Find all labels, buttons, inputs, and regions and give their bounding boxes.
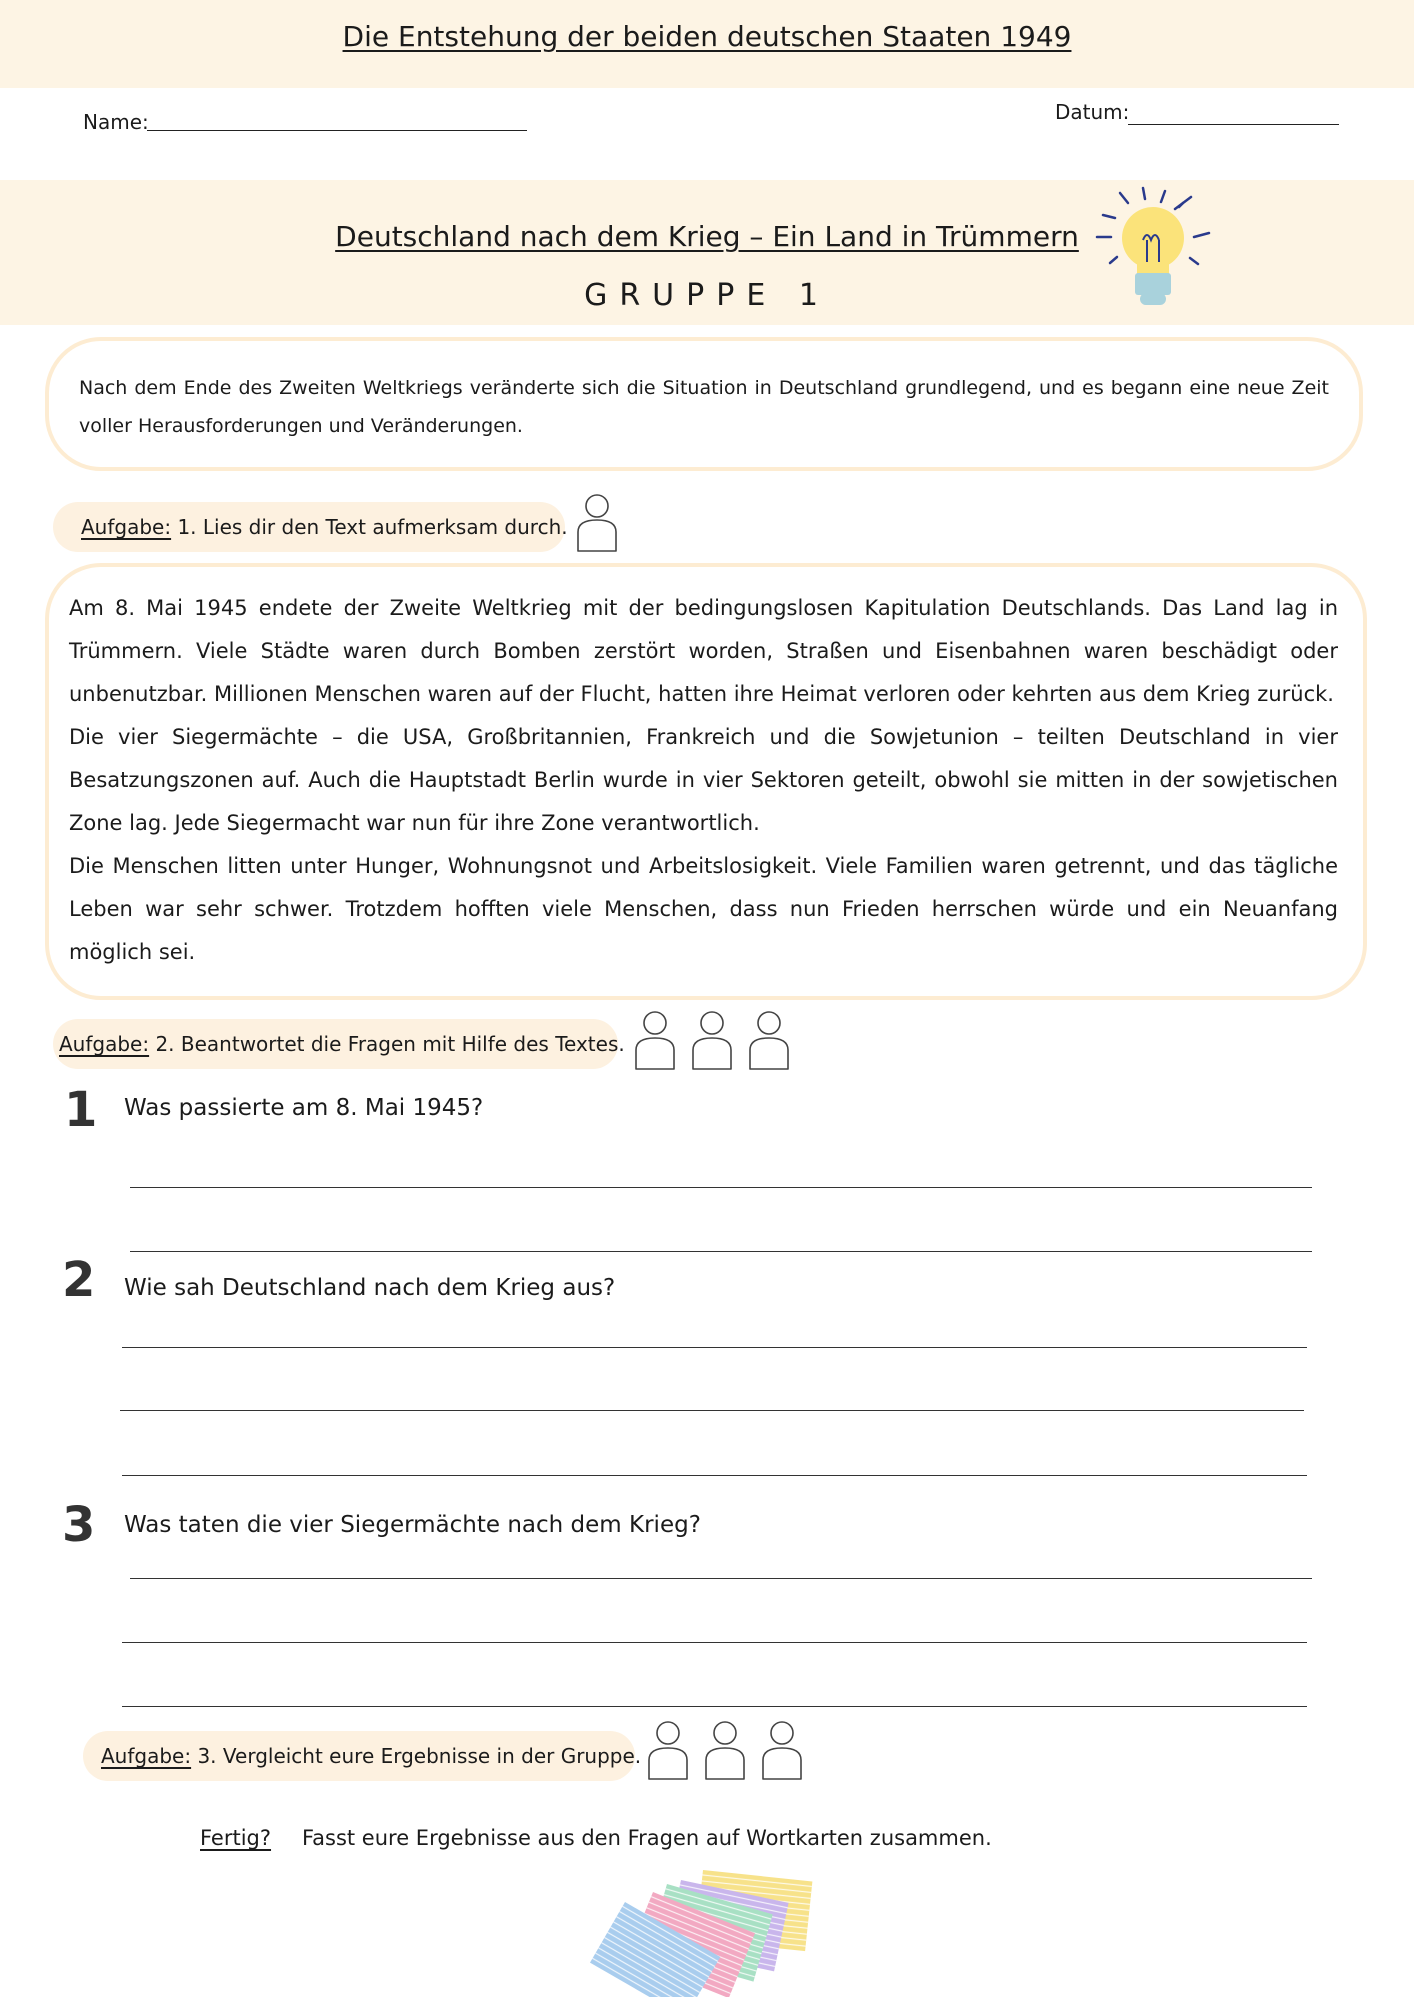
task-2-label: Aufgabe:: [59, 1032, 150, 1056]
task-2-text: 2. Beantwortet die Fragen mit Hilfe des Textes.: [149, 1032, 625, 1056]
lightbulb-icon: [1095, 185, 1215, 320]
task-3-pill: [83, 1731, 642, 1781]
question-number-1: 1: [64, 1082, 98, 1138]
section-title: Deutschland nach dem Krieg – Ein Land in Trümmern: [335, 220, 1079, 253]
answer-line-1a[interactable]: [130, 1187, 1312, 1188]
question-text-2: Wie sah Deutschland nach dem Krieg aus?: [124, 1275, 616, 1301]
date-field[interactable]: [1128, 124, 1339, 125]
question-text-1: Was passierte am 8. Mai 1945?: [124, 1095, 484, 1121]
page-title: Die Entstehung der beiden deutschen Staaten 1949: [342, 20, 1072, 53]
reading-paragraph-1: Am 8. Mai 1945 endete der Zweite Weltkrieg mit der bedingungslosen Kapitulation Deutschlands. Das Land lag in Trümmern. Viele Städte waren durch Bomben zerstört worden, Straßen und Eisenbahnen waren beschädigt oder unbenutzbar. Millionen Menschen waren auf der Flucht, hatten ihre Heimat verloren oder kehrten aus dem Krieg zurück.: [69, 596, 1338, 706]
date-label: Datum:: [1055, 100, 1130, 124]
question-text-3: Was taten die vier Siegermächte nach dem Krieg?: [124, 1512, 701, 1538]
intro-box: [45, 337, 1363, 471]
question-number-3: 3: [62, 1497, 96, 1553]
answer-line-1b[interactable]: [130, 1251, 1312, 1252]
finish-text: Fasst eure Ergebnisse aus den Fragen auf Wortkarten zusammen.: [302, 1826, 992, 1850]
group-label: GRUPPE 1: [584, 278, 830, 313]
finish-label: Fertig?: [200, 1826, 272, 1850]
reading-box: [45, 563, 1367, 1000]
answer-line-2a[interactable]: [122, 1347, 1307, 1348]
task-2-pill: [53, 1019, 625, 1069]
task-1-text: 1. Lies dir den Text aufmerksam durch.: [171, 515, 568, 539]
person-icon: [575, 492, 619, 554]
answer-line-3c[interactable]: [122, 1706, 1307, 1707]
answer-line-3b[interactable]: [122, 1642, 1307, 1643]
task-3-text: 3. Vergleicht eure Ergebnisse in der Gruppe.: [191, 1744, 642, 1768]
group-icon-2: [645, 1720, 809, 1782]
index-cards-icon: [585, 1862, 825, 1997]
question-number-2: 2: [62, 1252, 96, 1308]
intro-text: Nach dem Ende des Zweiten Weltkriegs veränderte sich die Situation in Deutschland grundlegend, und es begann eine neue Zeit voller Herausforderungen und Veränderungen.: [79, 377, 1329, 437]
task-3-label: Aufgabe:: [101, 1744, 192, 1768]
reading-paragraph-2: Die vier Siegermächte – die USA, Großbritannien, Frankreich und die Sowjetunion – teilten Deutschland in vier Besatzungszonen auf. Auch die Hauptstadt Berlin wurde in vier Sektoren geteilt, obwohl sie mitten in der sowjetischen Zone lag. Jede Siegermacht war nun für ihre Zone verantwortlich.: [69, 725, 1338, 835]
group-icon: [632, 1010, 796, 1072]
answer-line-2c[interactable]: [122, 1475, 1307, 1476]
task-1-label: Aufgabe:: [81, 515, 172, 539]
name-field[interactable]: [147, 130, 527, 131]
task-1-pill: [53, 502, 568, 552]
answer-line-2b[interactable]: [120, 1410, 1304, 1411]
answer-line-3a[interactable]: [130, 1578, 1312, 1579]
reading-paragraph-3: Die Menschen litten unter Hunger, Wohnungsnot und Arbeitslosigkeit. Viele Familien waren getrennt, und das tägliche Leben war sehr schwer. Trotzdem hofften viele Menschen, dass nun Frieden herrschen würde und ein Neuanfang möglich sei.: [69, 854, 1338, 964]
name-label: Name:: [83, 110, 149, 134]
